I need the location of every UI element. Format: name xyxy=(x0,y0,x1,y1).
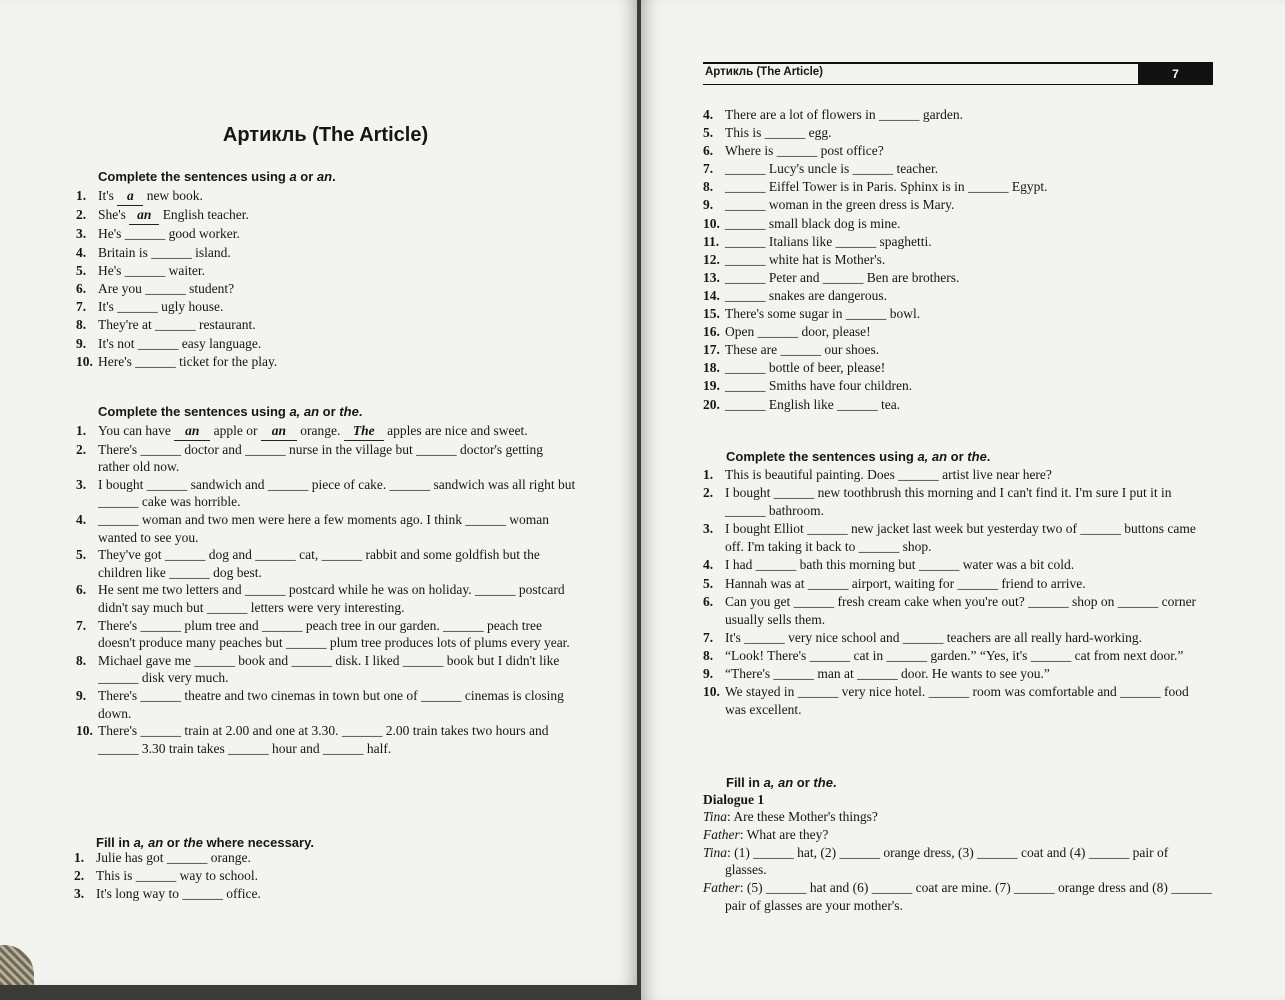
exercise-item xyxy=(76,422,576,441)
item-number: 3. xyxy=(703,521,714,537)
item-text: This is ______ egg. xyxy=(725,125,832,141)
item-number: 6. xyxy=(76,281,87,297)
item-text: Are you ______ student? xyxy=(98,281,235,297)
item-text: It's long way to ______ office. xyxy=(96,886,261,901)
item-number: 2. xyxy=(76,207,87,223)
section-heading-3: Fill in a, an or the where necessary. xyxy=(96,835,314,850)
item-text: There's ______ plum tree and ______ peach tree in our garden. ______ peach tree doesn't produce many peaches but ______ plum tree produces lots of plums every year. xyxy=(98,617,570,651)
exercise-item xyxy=(76,581,576,616)
item-number: 13. xyxy=(703,269,720,285)
item-number: 9. xyxy=(703,666,714,682)
item-number: 9. xyxy=(703,197,714,213)
item-number: 7. xyxy=(703,629,714,645)
exercise-item xyxy=(76,441,576,476)
exercise-item xyxy=(76,652,576,687)
exercise-item xyxy=(703,106,1213,124)
item-number: 4. xyxy=(76,511,87,527)
exercise-item xyxy=(76,617,576,652)
exercise-item xyxy=(703,629,1213,647)
exercise-item xyxy=(703,593,1213,629)
item-text: ______ snakes are dangerous. xyxy=(725,287,887,303)
item-number: 1. xyxy=(74,850,85,865)
item-text: We stayed in ______ very nice hotel. ______ room was comfortable and ______ food was excellent. xyxy=(725,684,1189,718)
item-number: 5. xyxy=(76,547,87,563)
exercise-item xyxy=(703,269,1213,287)
exercise-item xyxy=(703,647,1213,665)
item-text: There's ______ theatre and two cinemas in town but one of ______ cinemas is closing down. xyxy=(98,687,564,721)
exercise-list-1 xyxy=(76,187,576,371)
dialogue-line: Tina: Are these Mother's things? xyxy=(703,809,878,824)
item-text: You can have an apple or an orange. The apples are nice and sweet. xyxy=(98,423,528,438)
item-number: 17. xyxy=(703,342,720,358)
book-corner-decoration xyxy=(0,945,34,985)
item-number: 6. xyxy=(703,593,714,609)
exercise-item xyxy=(703,556,1213,574)
exercise-item xyxy=(76,316,576,334)
item-text: ______ Smiths have four children. xyxy=(725,378,913,394)
exercise-item xyxy=(703,396,1213,414)
dialogue-line: Father: What are they? xyxy=(703,826,829,842)
item-number: 19. xyxy=(703,378,720,394)
item-text: ______ white hat is Mother's. xyxy=(725,251,886,267)
item-number: 4. xyxy=(703,557,714,573)
exercise-item xyxy=(703,323,1213,341)
dialogue-line: Father: (5) ______ hat and (6) ______ coat are mine. (7) ______ orange dress and (8) ______ pair of glasses are your mother's. xyxy=(703,880,1212,913)
item-number: 1. xyxy=(76,423,87,438)
exercise-item xyxy=(703,160,1213,178)
item-text: This is ______ way to school. xyxy=(96,868,258,883)
exercise-item xyxy=(76,280,576,298)
exercise-item xyxy=(76,722,576,757)
exercise-list-4 xyxy=(703,466,1213,719)
item-text: Open ______ door, please! xyxy=(725,324,871,340)
item-number: 10. xyxy=(703,684,720,700)
item-number: 16. xyxy=(703,324,720,340)
exercise-item xyxy=(74,849,574,867)
item-text: ______ English like ______ tea. xyxy=(725,396,901,412)
exercise-item xyxy=(703,305,1213,323)
exercise-list-3 xyxy=(74,849,574,903)
item-text: These are ______ our shoes. xyxy=(725,342,880,358)
exercise-item xyxy=(703,466,1213,484)
item-number: 15. xyxy=(703,306,720,322)
item-number: 12. xyxy=(703,251,720,267)
item-number: 2. xyxy=(74,868,85,883)
item-number: 9. xyxy=(76,687,87,703)
item-text: She's an English teacher. xyxy=(98,207,249,222)
exercise-item xyxy=(76,353,576,371)
item-text: There are a lot of flowers in ______ garden. xyxy=(725,107,964,122)
page-number: 7 xyxy=(1138,64,1213,84)
item-number: 4. xyxy=(703,107,714,122)
item-text: Hannah was at ______ airport, waiting for ______ friend to arrive. xyxy=(725,575,1086,591)
item-text: There's ______ train at 2.00 and one at 3.30. ______ 2.00 train takes two hours and ______ 3.30 train takes ______ hour and ______ half. xyxy=(98,723,549,756)
item-number: 3. xyxy=(74,886,85,901)
exercise-item xyxy=(703,484,1213,520)
exercise-item xyxy=(703,142,1213,160)
right-page xyxy=(641,0,1285,1000)
exercise-item xyxy=(76,298,576,316)
exercise-item xyxy=(76,225,576,243)
item-number: 1. xyxy=(703,467,714,482)
item-number: 5. xyxy=(703,575,714,591)
item-text: They've got ______ dog and ______ cat, ______ rabbit and some goldfish but the children like ______ dog best. xyxy=(98,547,540,580)
item-text: “There's ______ man at ______ door. He wants to see you.” xyxy=(725,666,1050,682)
item-text: There's ______ doctor and ______ nurse in the village but ______ doctor's getting rather old now. xyxy=(98,441,544,475)
exercise-item xyxy=(703,196,1213,214)
item-text: ______ woman in the green dress is Mary. xyxy=(725,197,955,213)
item-number: 3. xyxy=(76,226,87,242)
item-number: 20. xyxy=(703,396,720,412)
item-text: ______ Italians like ______ spaghetti. xyxy=(725,233,932,249)
running-header xyxy=(703,62,1213,85)
exercise-item xyxy=(703,377,1213,395)
item-text: “Look! There's ______ cat in ______ garden.” “Yes, it's ______ cat from next door.” xyxy=(725,647,1184,663)
section-heading-5: Fill in a, an or the. xyxy=(726,775,837,790)
item-number: 6. xyxy=(76,582,87,598)
exercise-item xyxy=(76,187,576,206)
exercise-item xyxy=(703,215,1213,233)
item-number: 9. xyxy=(76,335,87,351)
item-number: 7. xyxy=(76,617,87,633)
item-number: 8. xyxy=(703,179,714,195)
item-text: ______ small black dog is mine. xyxy=(725,215,901,231)
exercise-item xyxy=(76,511,576,546)
exercise-list-continued xyxy=(703,106,1213,414)
item-text: ______ bottle of beer, please! xyxy=(725,360,886,376)
exercise-item xyxy=(76,206,576,225)
exercise-item xyxy=(703,287,1213,305)
item-number: 8. xyxy=(76,317,87,333)
exercise-item xyxy=(76,244,576,262)
item-number: 8. xyxy=(76,652,87,668)
exercise-item xyxy=(703,575,1213,593)
exercise-item xyxy=(703,665,1213,683)
item-text: Here's ______ ticket for the play. xyxy=(98,353,278,369)
item-number: 18. xyxy=(703,360,720,376)
exercise-item xyxy=(703,251,1213,269)
item-text: Michael gave me ______ book and ______ disk. I liked ______ book but I didn't like ______ disk very much. xyxy=(98,652,560,686)
section-heading-2: Complete the sentences using a, an or the. xyxy=(98,404,363,419)
exercise-item xyxy=(76,687,576,722)
exercise-item xyxy=(703,233,1213,251)
exercise-item xyxy=(703,178,1213,196)
exercise-item xyxy=(74,867,574,885)
item-text: They're at ______ restaurant. xyxy=(98,317,256,333)
item-number: 10. xyxy=(76,723,93,739)
item-text: ______ woman and two men were here a few moments ago. I think ______ woman wanted to see you. xyxy=(98,511,550,545)
item-text: I had ______ bath this morning but ______ water was a bit cold. xyxy=(725,557,1075,573)
item-number: 4. xyxy=(76,244,87,260)
running-head-title: Артикль (The Article) xyxy=(705,66,824,78)
item-text: Britain is ______ island. xyxy=(98,244,231,260)
exercise-item xyxy=(74,885,574,903)
item-text: It's ______ very nice school and ______ teachers are all really hard-working. xyxy=(725,629,1143,645)
item-number: 7. xyxy=(703,161,714,177)
item-number: 2. xyxy=(76,441,87,457)
item-number: 1. xyxy=(76,188,87,203)
item-text: ______ Peter and ______ Ben are brothers. xyxy=(725,269,960,285)
item-text: Can you get ______ fresh cream cake when you're out? ______ shop on ______ corner usually sells them. xyxy=(725,593,1197,627)
exercise-item xyxy=(703,683,1213,719)
left-page xyxy=(0,0,637,985)
exercise-list-2 xyxy=(76,422,576,757)
exercise-item xyxy=(76,546,576,581)
item-text: It's ______ ugly house. xyxy=(98,299,224,315)
exercise-item xyxy=(703,124,1213,142)
item-text: Where is ______ post office? xyxy=(725,143,884,159)
item-text: There's some sugar in ______ bowl. xyxy=(725,306,921,322)
exercise-item xyxy=(76,476,576,511)
item-number: 5. xyxy=(703,125,714,141)
item-text: I bought Elliot ______ new jacket last week but yesterday two of ______ buttons came off. I'm taking it back to ______ shop. xyxy=(725,521,1196,555)
item-text: I bought ______ new toothbrush this morning and I can't find it. I'm sure I put it in ______ bathroom. xyxy=(725,485,1172,519)
dialogue-title: Dialogue 1 xyxy=(703,792,765,807)
dialogue-lines xyxy=(703,808,1213,915)
exercise-item xyxy=(76,262,576,280)
exercise-item xyxy=(703,359,1213,377)
item-text: ______ Eiffel Tower is in Paris. Sphinx is in ______ Egypt. xyxy=(725,179,1048,195)
item-number: 10. xyxy=(76,353,93,369)
item-text: It's not ______ easy language. xyxy=(98,335,262,351)
item-number: 8. xyxy=(703,647,714,663)
page-title: Артикль (The Article) xyxy=(222,124,429,146)
item-text: It's a new book. xyxy=(98,188,203,203)
item-number: 11. xyxy=(703,233,720,249)
item-number: 6. xyxy=(703,143,714,159)
item-text: ______ Lucy's uncle is ______ teacher. xyxy=(725,161,939,177)
item-text: Julie has got ______ orange. xyxy=(96,850,251,865)
item-number: 3. xyxy=(76,476,87,492)
item-text: I bought ______ sandwich and ______ piece of cake. ______ sandwich was all right but ______ cake was horrible. xyxy=(98,476,576,510)
item-text: He sent me two letters and ______ postcard while he was on holiday. ______ postcard didn't say much but ______ letters were very interesting. xyxy=(98,582,565,615)
section-heading-4: Complete the sentences using a, an or the. xyxy=(726,449,991,464)
dialogue-line: Tina: (1) ______ hat, (2) ______ orange dress, (3) ______ coat and (4) ______ pair of glasses. xyxy=(703,844,1169,878)
exercise-item xyxy=(703,520,1213,556)
exercise-item xyxy=(76,335,576,353)
item-text: He's ______ good worker. xyxy=(98,226,240,242)
item-number: 2. xyxy=(703,485,714,501)
section-heading-1: Complete the sentences using a or an. xyxy=(98,169,336,184)
exercise-item xyxy=(703,341,1213,359)
item-number: 14. xyxy=(703,287,720,303)
item-number: 7. xyxy=(76,299,87,315)
item-number: 5. xyxy=(76,262,87,278)
item-text: He's ______ waiter. xyxy=(98,262,206,278)
item-text: This is beautiful painting. Does ______ artist live near here? xyxy=(725,467,1052,482)
item-number: 10. xyxy=(703,215,720,231)
